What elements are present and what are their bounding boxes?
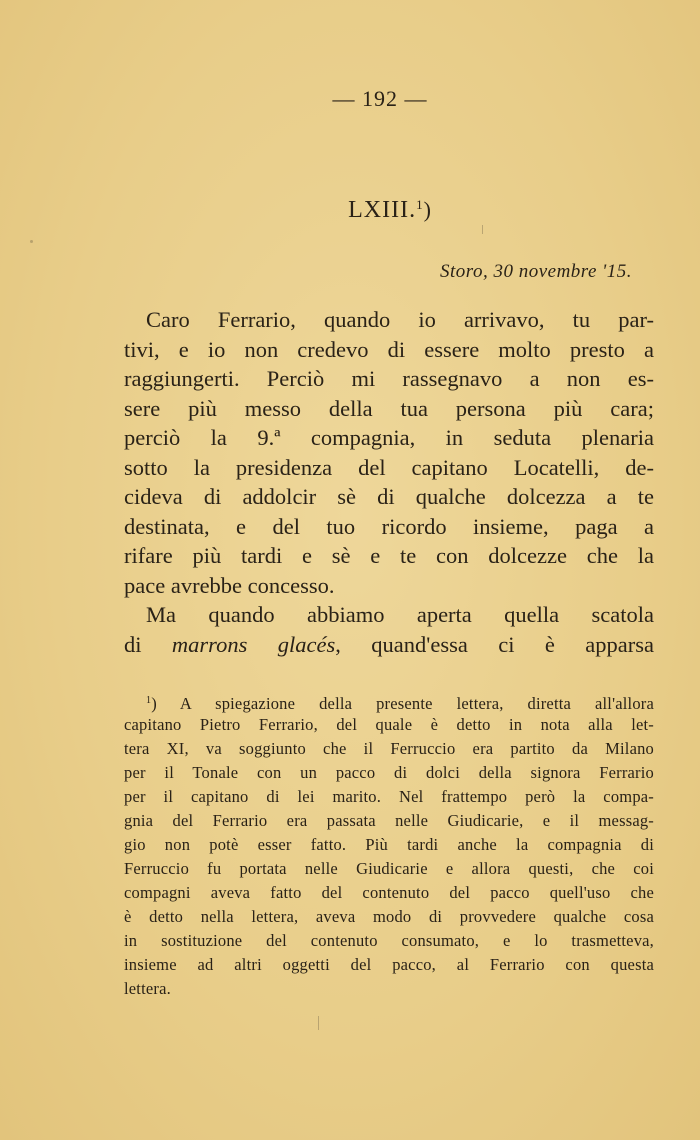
footnote-line: capitano Pietro Ferrario, del quale è detto in nota alla let- (124, 715, 654, 734)
paper-speck (318, 1016, 319, 1030)
letter-footnote-mark: 1 (416, 197, 424, 212)
footnote (124, 689, 654, 1001)
footnote-line: gio non potè esser fatto. Più tardi anche la compagnia di (124, 835, 654, 854)
italic-phrase: marrons glacés (171, 631, 336, 657)
body-text-segment: di (124, 631, 172, 657)
footnote-line: è detto nella lettera, aveva modo di provvedere qualche cosa (124, 907, 654, 926)
body-line-with-italic (124, 630, 654, 660)
body-line: rifare più tardi e sè e te con dolcezze che la (124, 543, 654, 568)
footnote-line: per il Tonale con un pacco di dolci della signora Ferrario (124, 763, 654, 782)
body-line: Ma quando abbiamo aperta quella scatola (146, 602, 654, 627)
footnote-line: Ferruccio fu portata nelle Giudicarie e allora questi, che coi (124, 859, 654, 878)
body-line: tivi, e io non credevo di essere molto presto a (124, 336, 654, 362)
footnote-line: tera XI, va soggiunto che il Ferruccio era partito da Milano (124, 739, 654, 758)
footnote-line: per il capitano di lei marito. Nel frattempo però la compa- (124, 787, 654, 806)
body-text-segment: , quand'essa ci è apparsa (335, 631, 654, 657)
body-line: Caro Ferrario, quando io arrivavo, tu par- (146, 307, 654, 332)
letter-footnote-paren: ) (423, 197, 432, 222)
footnote-line: in sostituzione del contenuto consumato, e lo trasmetteva, (124, 931, 654, 950)
paper-speck (482, 225, 483, 234)
dateline: Storo, 30 novembre '15. (440, 261, 632, 282)
body-line: sere più messo della tua persona più cara; (124, 395, 654, 421)
footnote-line-text: ) A spiegazione della presente lettera, diretta all'allora (151, 694, 654, 713)
footnote-line: compagni aveva fatto del contenuto del pacco quell'uso che (124, 883, 654, 902)
footnote-line: lettera. (124, 979, 171, 998)
footnote-mark: 1 (146, 695, 152, 706)
body-line: perciò la 9.ª compagnia, in seduta plenaria (124, 425, 654, 450)
body-line: raggiungerti. Perciò mi rassegnavo a non es- (124, 366, 654, 391)
page-number: — 192 — (332, 86, 428, 111)
body-line: sotto la presidenza del capitano Locatelli, de- (124, 454, 654, 480)
footnote-line: insieme ad altri oggetti del pacco, al Ferrario con questa (124, 955, 654, 974)
footnote-line: gnia del Ferrario era passata nelle Giudicarie, e il messag- (124, 811, 654, 830)
paper-speck (30, 240, 33, 243)
letter-body (124, 305, 654, 659)
footnote-line (124, 689, 654, 713)
body-line: destinata, e del tuo ricordo insieme, paga a (124, 513, 654, 539)
letter-heading (0, 197, 700, 224)
letter-number: LXIII. (348, 197, 417, 223)
body-line: cideva di addolcir sè di qualche dolcezza a te (124, 484, 654, 509)
body-line: pace avrebbe concesso. (124, 572, 335, 598)
